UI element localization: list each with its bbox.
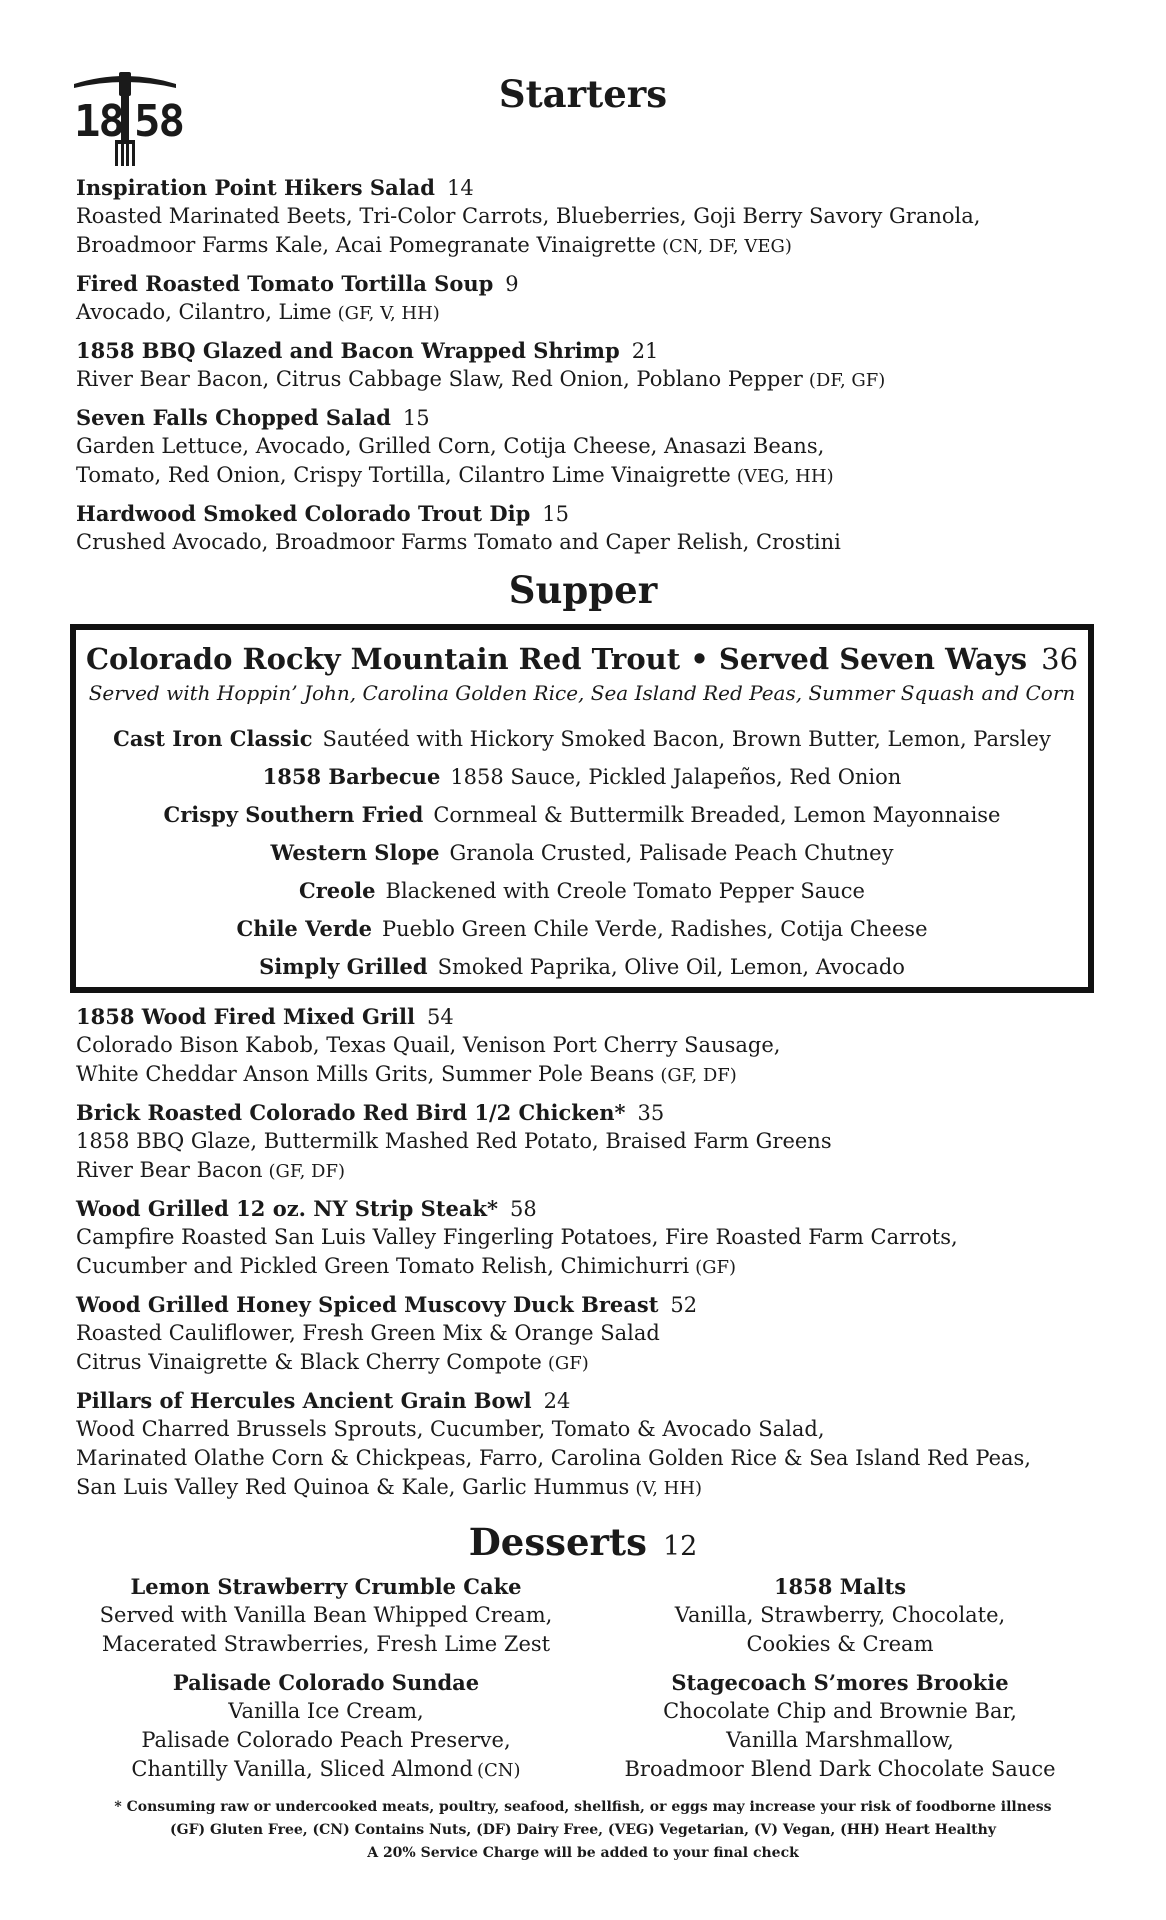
description-text: Cucumber and Pickled Green Tomato Relish, Chimichurri (76, 1254, 690, 1278)
description-text: San Luis Valley Red Quinoa & Kale, Garlic Hummus (76, 1475, 630, 1499)
description-text: Palisade Colorado Peach Preserve, (141, 1728, 511, 1752)
dessert-name: Palisade Colorado Sundae (172, 1670, 480, 1695)
menu-item-header (76, 1195, 1106, 1223)
description-text: Citrus Vinaigrette & Black Cherry Compote (76, 1350, 542, 1374)
menu-item-description (76, 1444, 1106, 1473)
menu-item-description (76, 1252, 1106, 1282)
footer-notes (0, 1796, 1166, 1865)
dietary-tags: (CN, DF, VEG) (661, 236, 792, 257)
trout-title-line (76, 640, 1088, 678)
dessert-description (76, 1630, 576, 1659)
menu-item-price: 54 (426, 1005, 454, 1029)
trout-way (76, 796, 1088, 834)
dietary-tags: (GF) (695, 1257, 737, 1278)
menu-item-description (76, 1348, 1106, 1378)
menu-item-header (76, 174, 1106, 202)
trout-way-description: Granola Crusted, Palisade Peach Chutney (449, 841, 894, 865)
menu-item-header (76, 270, 1106, 298)
description-text: River Bear Bacon, Citrus Cabbage Slaw, Red Onion, Poblano Pepper (76, 367, 803, 391)
description-text: Broadmoor Farms Kale, Acai Pomegranate Vinaigrette (76, 233, 656, 257)
trout-ways-list (76, 720, 1088, 986)
description-text: Cookies & Cream (746, 1632, 934, 1656)
starters-title: Starters (498, 72, 668, 116)
dessert-description (590, 1726, 1090, 1755)
menu-item (76, 500, 1106, 557)
description-text: Colorado Bison Kabob, Texas Quail, Venison Port Cherry Sausage, (76, 1033, 781, 1057)
trout-way (76, 834, 1088, 872)
dessert-name: Lemon Strawberry Crumble Cake (130, 1574, 522, 1599)
trout-feature-box (70, 624, 1094, 993)
dietary-tags: (V, HH) (635, 1478, 703, 1499)
footer-line: * Consuming raw or undercooked meats, poultry, seafood, shellfish, or eggs may increase your risk of foodborne illness (114, 1799, 1052, 1815)
menu-item-price: 52 (670, 1293, 698, 1317)
dietary-tags: (GF) (547, 1353, 589, 1374)
menu-item-name: Pillars of Hercules Ancient Grain Bowl (76, 1388, 532, 1413)
menu-item-description (76, 1223, 1106, 1252)
menu-item (76, 174, 1106, 261)
menu-item-name: Wood Grilled 12 oz. NY Strip Steak* (76, 1196, 499, 1221)
menu-item (76, 1387, 1106, 1503)
menu-item-description (76, 461, 1106, 491)
description-text: Vanilla Marshmallow, (726, 1728, 954, 1752)
menu-item (76, 1291, 1106, 1378)
trout-way-description: Cornmeal & Buttermilk Breaded, Lemon Mayonnaise (433, 803, 1001, 827)
description-text: Crushed Avocado, Broadmoor Farms Tomato and Caper Relish, Crostini (76, 530, 841, 554)
logo-left-digits: 18 (74, 96, 123, 147)
trout-way (76, 910, 1088, 948)
trout-way-name: Western Slope (270, 840, 440, 865)
trout-way (76, 872, 1088, 910)
menu-item-name: Hardwood Smoked Colorado Trout Dip (76, 501, 531, 526)
dessert-item (590, 1572, 1090, 1659)
menu-item-description (76, 1156, 1106, 1186)
menu-item-description (76, 1127, 1106, 1156)
desserts-left-column (76, 1572, 576, 1794)
menu-item-header (76, 500, 1106, 528)
dietary-tags: (GF, DF) (268, 1161, 345, 1182)
menu-item-header (76, 1099, 1106, 1127)
trout-way-description: Blackened with Creole Tomato Pepper Sauce (385, 879, 865, 903)
menu-item-name: Wood Grilled Honey Spiced Muscovy Duck Breast (76, 1292, 659, 1317)
menu-item-description (76, 1319, 1106, 1348)
description-text: Served with Vanilla Bean Whipped Cream, (99, 1603, 553, 1627)
menu-item (76, 1195, 1106, 1282)
description-text: Macerated Strawberries, Fresh Lime Zest (101, 1632, 551, 1656)
menu-item-name: 1858 BBQ Glazed and Bacon Wrapped Shrimp (76, 338, 620, 363)
trout-way-description: Pueblo Green Chile Verde, Radishes, Cotija Cheese (381, 917, 928, 941)
desserts-right-column (590, 1572, 1090, 1793)
menu-item-description (76, 1415, 1106, 1444)
menu-item (76, 1099, 1106, 1186)
desserts-title: Desserts (468, 1520, 647, 1564)
description-text: Garden Lettuce, Avocado, Grilled Corn, Cotija Cheese, Anasazi Beans, (76, 434, 825, 458)
menu-item-name: 1858 Wood Fired Mixed Grill (76, 1004, 415, 1029)
trout-way-description: 1858 Sauce, Pickled Jalapeños, Red Onion (450, 765, 902, 789)
trout-way (76, 948, 1088, 986)
menu-item (76, 404, 1106, 491)
menu-item-price: 21 (631, 339, 659, 363)
dessert-item (590, 1668, 1090, 1784)
description-text: Chantilly Vanilla, Sliced Almond (131, 1757, 474, 1781)
description-text: Chocolate Chip and Brownie Bar, (663, 1699, 1017, 1723)
trout-price: 36 (1041, 642, 1079, 676)
menu-item-price: 24 (543, 1389, 571, 1413)
trout-way-name: Creole (299, 878, 376, 903)
trout-way-name: Cast Iron Classic (113, 726, 313, 751)
menu-item-header (76, 1387, 1106, 1415)
menu-item-name: Inspiration Point Hikers Salad (76, 175, 435, 200)
dessert-item (76, 1572, 576, 1659)
menu-item-description (76, 432, 1106, 461)
menu-item-description (76, 1031, 1106, 1060)
menu-item-description (76, 231, 1106, 261)
menu-item-description (76, 1473, 1106, 1503)
dessert-name: Stagecoach S’mores Brookie (671, 1670, 1009, 1695)
menu-item (76, 270, 1106, 328)
starters-list (76, 174, 1106, 566)
footer-line: (GF) Gluten Free, (CN) Contains Nuts, (DF) Dairy Free, (VEG) Vegetarian, (V) Vegan, (HH) Heart Healthy (170, 1822, 996, 1838)
description-text: White Cheddar Anson Mills Grits, Summer Pole Beans (76, 1062, 655, 1086)
dietary-tags: (CN) (477, 1760, 521, 1781)
dietary-tags: (DF, GF) (808, 370, 886, 391)
trout-way (76, 720, 1088, 758)
description-text: Marinated Olathe Corn & Chickpeas, Farro, Carolina Golden Rice & Sea Island Red Peas, (76, 1446, 1031, 1470)
description-text: Roasted Marinated Beets, Tri-Color Carrots, Blueberries, Goji Berry Savory Granola, (76, 204, 981, 228)
trout-subtitle: Served with Hoppin’ John, Carolina Golden Rice, Sea Island Red Peas, Summer Squash and Corn (88, 681, 1076, 705)
dessert-description (590, 1601, 1090, 1630)
menu-item-name: Seven Falls Chopped Salad (76, 405, 391, 430)
dietary-tags: (GF, V, HH) (337, 303, 440, 324)
menu-item-description (76, 528, 1106, 557)
dessert-description (590, 1755, 1090, 1784)
dietary-tags: (VEG, HH) (736, 466, 834, 487)
trout-way-description: Sautéed with Hickory Smoked Bacon, Brown Butter, Lemon, Parsley (322, 727, 1051, 751)
menu-item-description (76, 1060, 1106, 1090)
supper-title: Supper (508, 568, 658, 612)
trout-way (76, 758, 1088, 796)
trout-way-name: 1858 Barbecue (262, 764, 441, 789)
menu-item-price: 58 (510, 1197, 537, 1221)
desserts-heading (0, 1520, 1166, 1564)
description-text: River Bear Bacon (76, 1158, 263, 1182)
trout-way-description: Smoked Paprika, Olive Oil, Lemon, Avocado (437, 955, 905, 979)
dessert-description (590, 1697, 1090, 1726)
dessert-description (590, 1630, 1090, 1659)
description-text: Vanilla, Strawberry, Chocolate, (674, 1603, 1006, 1627)
logo-right-digits: 58 (134, 96, 183, 147)
footer-line: A 20% Service Charge will be added to your final check (367, 1845, 799, 1861)
trout-title: Colorado Rocky Mountain Red Trout • Served Seven Ways (85, 642, 1028, 676)
description-text: Wood Charred Brussels Sprouts, Cucumber, Tomato & Avocado Salad, (76, 1417, 825, 1441)
description-text: Roasted Cauliflower, Fresh Green Mix & Orange Salad (76, 1321, 660, 1345)
menu-item-name: Fired Roasted Tomato Tortilla Soup (76, 271, 494, 296)
dessert-name: 1858 Malts (773, 1574, 907, 1599)
menu-item-description (76, 202, 1106, 231)
menu-item-header (76, 404, 1106, 432)
menu-item-name: Brick Roasted Colorado Red Bird 1/2 Chicken* (76, 1100, 626, 1125)
menu-item-price: 9 (505, 272, 519, 296)
dessert-description (76, 1726, 576, 1755)
menu-item-description (76, 298, 1106, 328)
menu-item-header (76, 1291, 1106, 1319)
menu-item (76, 337, 1106, 395)
dessert-item (76, 1668, 576, 1785)
trout-way-name: Crispy Southern Fried (163, 802, 424, 827)
description-text: Broadmoor Blend Dark Chocolate Sauce (624, 1757, 1056, 1781)
dessert-description (76, 1697, 576, 1726)
menu-item-price: 15 (402, 406, 430, 430)
menu-item (76, 1003, 1106, 1090)
trout-way-name: Chile Verde (236, 916, 372, 941)
description-text: Tomato, Red Onion, Crispy Tortilla, Cilantro Lime Vinaigrette (76, 463, 731, 487)
menu-item-description (76, 365, 1106, 395)
description-text: Vanilla Ice Cream, (228, 1699, 424, 1723)
description-text: Avocado, Cilantro, Lime (76, 300, 332, 324)
menu-item-price: 15 (542, 502, 570, 526)
menu-item-header (76, 337, 1106, 365)
dietary-tags: (GF, DF) (660, 1065, 737, 1086)
dessert-description (76, 1755, 576, 1785)
desserts-price: 12 (662, 1531, 698, 1562)
description-text: 1858 BBQ Glaze, Buttermilk Mashed Red Potato, Braised Farm Greens (76, 1129, 832, 1153)
description-text: Campfire Roasted San Luis Valley Fingerling Potatoes, Fire Roasted Farm Carrots, (76, 1225, 958, 1249)
trout-way-name: Simply Grilled (259, 954, 428, 979)
menu-item-price: 14 (446, 176, 474, 200)
supper-list (76, 1003, 1106, 1512)
menu-item-price: 35 (637, 1101, 665, 1125)
menu-item-header (76, 1003, 1106, 1031)
dessert-description (76, 1601, 576, 1630)
